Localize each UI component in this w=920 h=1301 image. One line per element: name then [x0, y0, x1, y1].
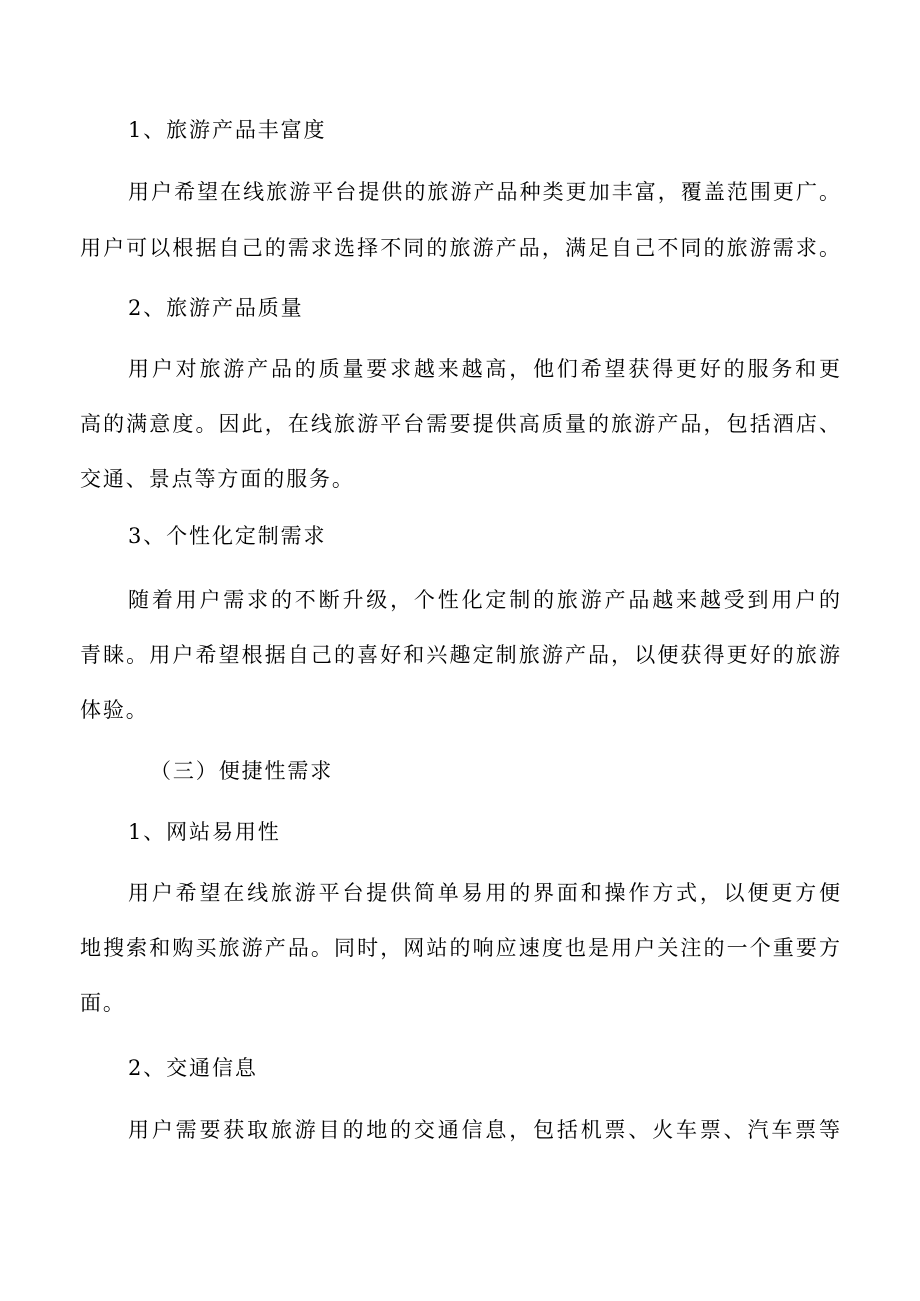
paragraph-line: 面。 [80, 991, 126, 1015]
paragraph-line: 用户希望在线旅游平台提供的旅游产品种类更加丰富，覆盖范围更广。 [128, 180, 840, 204]
paragraph-line: 用户需要获取旅游目的地的交通信息，包括机票、火车票、汽车票等 [128, 1118, 840, 1142]
paragraph-line: 高的满意度。因此，在线旅游平台需要提供高质量的旅游产品，包括酒店、 [80, 412, 840, 436]
subsection-title: （三）便捷性需求 [150, 759, 334, 783]
paragraph-line: 用户对旅游产品的质量要求越来越高，他们希望获得更好的服务和更 [128, 357, 840, 381]
paragraph-line: 交通、景点等方面的服务。 [80, 467, 355, 491]
section-heading: 2、交通信息 [128, 1056, 258, 1080]
paragraph-line: 用户可以根据自己的需求选择不同的旅游产品，满足自己不同的旅游需求。 [80, 236, 840, 260]
paragraph-line: 青睐。用户希望根据自己的喜好和兴趣定制旅游产品，以便获得更好的旅游 [80, 643, 840, 667]
paragraph-line: 体验。 [80, 698, 149, 722]
section-heading: 1、网站易用性 [128, 820, 281, 844]
section-heading: 1、旅游产品丰富度 [128, 118, 327, 142]
paragraph-line: 用户希望在线旅游平台提供简单易用的界面和操作方式，以便更方便 [128, 881, 840, 905]
paragraph-line: 地搜索和购买旅游产品。同时，网站的响应速度也是用户关注的一个重要方 [80, 936, 840, 960]
paragraph-line: 随着用户需求的不断升级，个性化定制的旅游产品越来越受到用户的 [128, 588, 840, 612]
section-heading: 2、旅游产品质量 [128, 296, 304, 320]
section-heading: 3、个性化定制需求 [128, 524, 327, 548]
